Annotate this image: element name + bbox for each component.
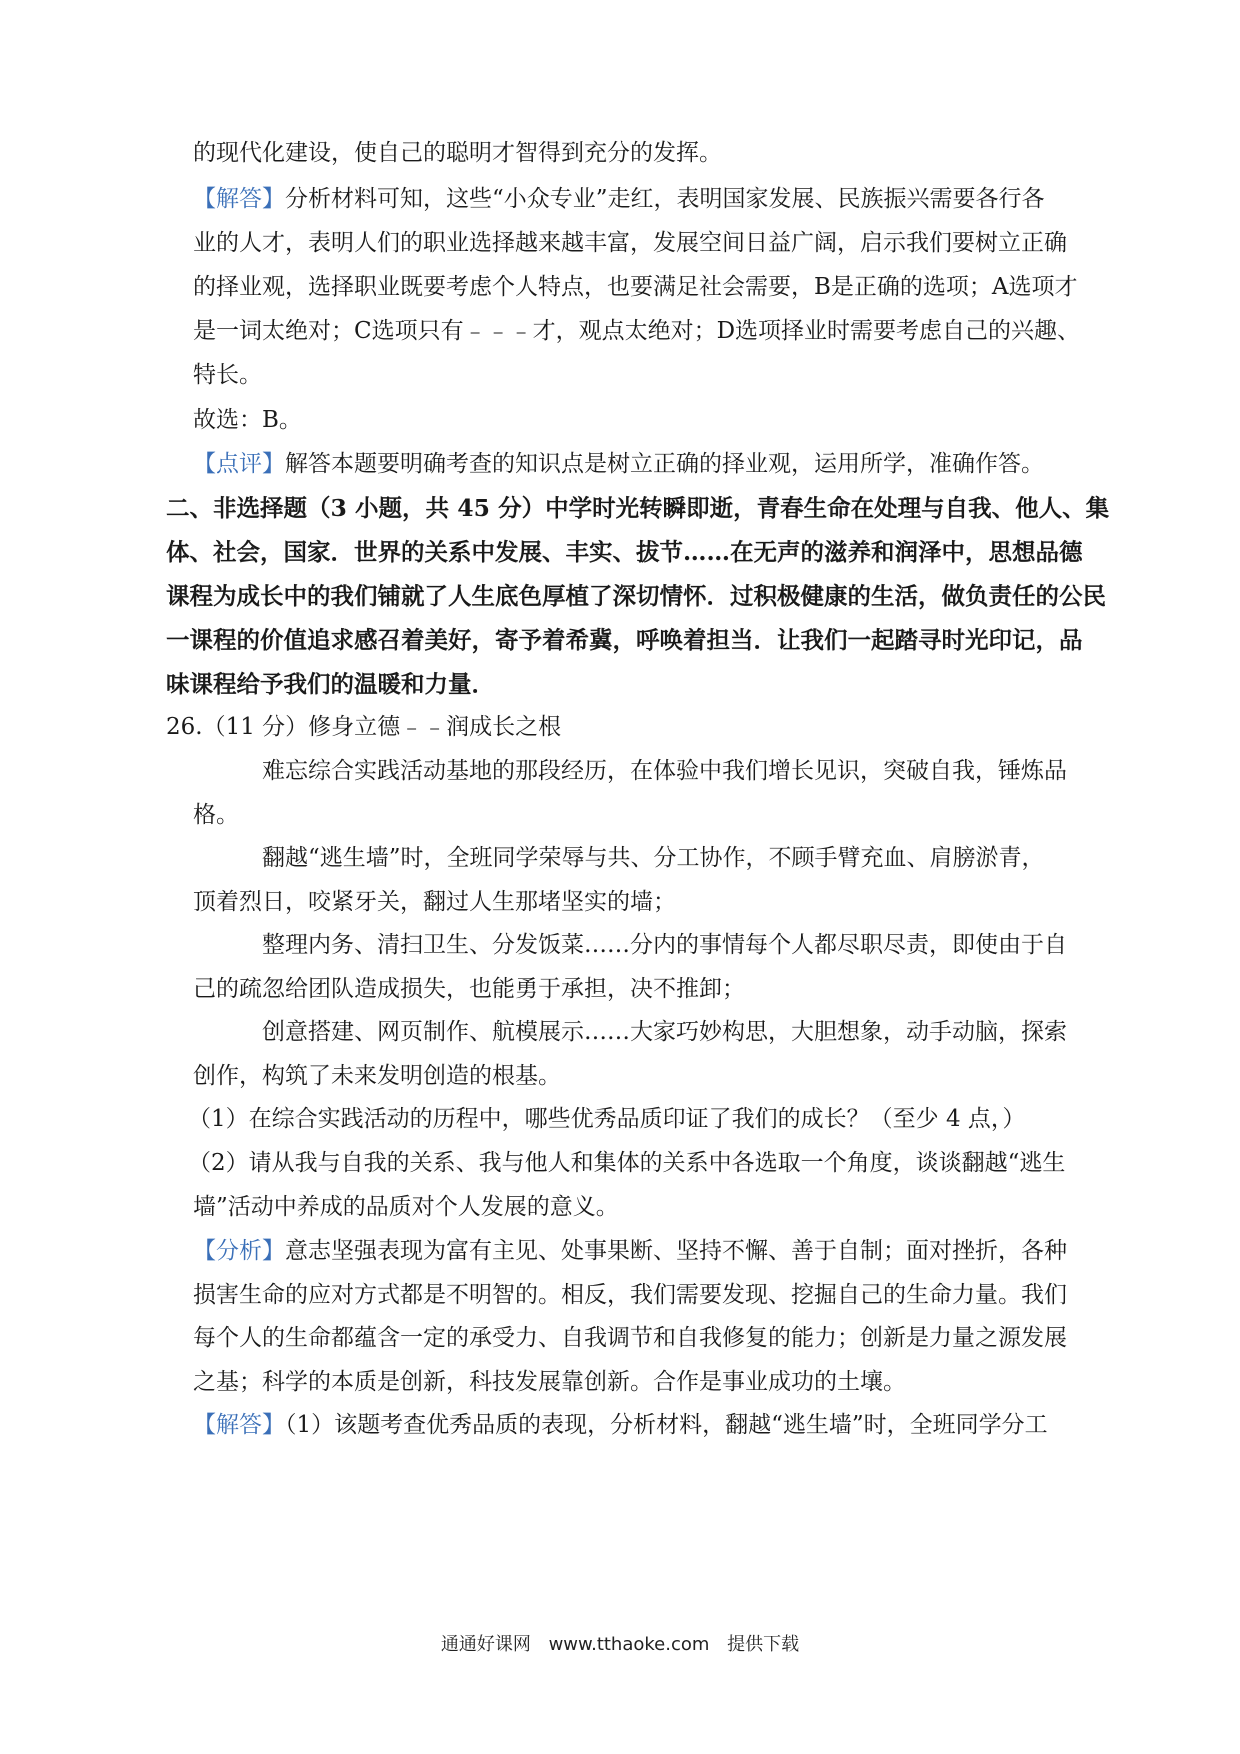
answer-tag: 【解答】 (193, 1412, 285, 1438)
subquestion-line: （1）在综合实践活动的历程中，哪些优秀品质印证了我们的成长？（至少 4 点，） (188, 1106, 1026, 1132)
text-line: 损害生命的应对方式都是不明智的。相反，我们需要发现、挖掘自己的生命力量。我们 (193, 1282, 1067, 1308)
material-line: 创作，构筑了未来发明创造的根基。 (193, 1063, 561, 1089)
material-line: 格。 (193, 802, 239, 828)
section-heading-line: 味课程给予我们的温暖和力量． (166, 670, 495, 698)
material-line: 翻越“逃生墙”时，全班同学荣辱与共、分工协作，不顾手臂充血、肩膀淤青， (262, 845, 1045, 871)
answer-paragraph-line (193, 1410, 1048, 1440)
page-footer (0, 1630, 1240, 1656)
text-line: 特长。 (193, 362, 262, 388)
material-line: 顶着烈日，咬紧牙关，翻过人生那堵坚实的墙； (193, 889, 676, 915)
answer-tag: 【解答】 (193, 186, 285, 212)
section-heading-line: 体、社会，国家．世界的关系中发展、丰实、拔节……在无声的滋养和润泽中，思想品德 (166, 538, 1083, 566)
text-line: 之基；科学的本质是创新，科技发展靠创新。合作是事业成功的土壤。 (193, 1369, 906, 1395)
text-line: 是一词太绝对；C选项只有﹣﹣﹣才，观点太绝对；D选项择业时需要考虑自己的兴趣、 (193, 318, 1081, 344)
footer-site-url[interactable]: www.tthaoke.com (548, 1634, 710, 1655)
section-heading-line: 课程为成长中的我们铺就了人生底色厚植了深切情怀．过积极健康的生活，做负责任的公民 (166, 582, 1106, 610)
section-heading-line: 一课程的价值追求感召着美好，寄予着希冀，呼唤着担当．让我们一起踏寻时光印记，品 (166, 626, 1083, 654)
answer-paragraph-line (193, 184, 1045, 214)
text-line: 的现代化建设，使自己的聪明才智得到充分的发挥。 (193, 140, 722, 166)
footer-site-name: 通通好课网 (440, 1634, 531, 1655)
subquestion-line: （2）请从我与自我的关系、我与他人和集体的关系中各选取一个角度，谈谈翻越“逃生 (188, 1150, 1066, 1176)
footer-note: 提供下载 (727, 1634, 800, 1655)
answer-text: （1）该题考查优秀品质的表现，分析材料，翻越“逃生墙”时，全班同学分工 (285, 1412, 1048, 1438)
comment-paragraph-line (193, 449, 1044, 479)
analysis-text: 意志坚强表现为富有主见、处事果断、坚持不懈、善于自制；面对挫折，各种 (285, 1238, 1067, 1264)
material-line: 创意搭建、网页制作、航模展示……大家巧妙构思，大胆想象，动手动脑，探索 (262, 1019, 1067, 1045)
comment-tag: 【点评】 (193, 451, 285, 477)
section-heading-line: 二、非选择题（3 小题，共 45 分）中学时光转瞬即逝，青春生命在处理与自我、他人、集 (166, 494, 1110, 522)
subquestion-line: 墙”活动中养成的品质对个人发展的意义。 (193, 1194, 619, 1220)
analysis-paragraph-line (193, 1236, 1067, 1266)
question-title: 26.（11 分）修身立德﹣﹣润成长之根 (166, 714, 562, 740)
material-line: 难忘综合实践活动基地的那段经历，在体验中我们增长见识，突破自我，锤炼品 (262, 758, 1067, 784)
material-line: 整理内务、清扫卫生、分发饭菜……分内的事情每个人都尽职尽责，即使由于自 (262, 932, 1067, 958)
text-line: 业的人才，表明人们的职业选择越来越丰富，发展空间日益广阔，启示我们要树立正确 (193, 230, 1067, 256)
choice-line: 故选：B。 (193, 407, 302, 433)
comment-text: 解答本题要明确考查的知识点是树立正确的择业观，运用所学，准确作答。 (285, 451, 1044, 477)
analysis-tag: 【分析】 (193, 1238, 285, 1264)
answer-text: 分析材料可知，这些“小众专业”走红，表明国家发展、民族振兴需要各行各 (285, 186, 1045, 212)
text-line: 的择业观，选择职业既要考虑个人特点，也要满足社会需要，B是正确的选项；A选项才 (193, 274, 1078, 300)
material-line: 己的疏忽给团队造成损失，也能勇于承担，决不推卸； (193, 976, 745, 1002)
text-line: 每个人的生命都蕴含一定的承受力、自我调节和自我修复的能力；创新是力量之源发展 (193, 1325, 1067, 1351)
